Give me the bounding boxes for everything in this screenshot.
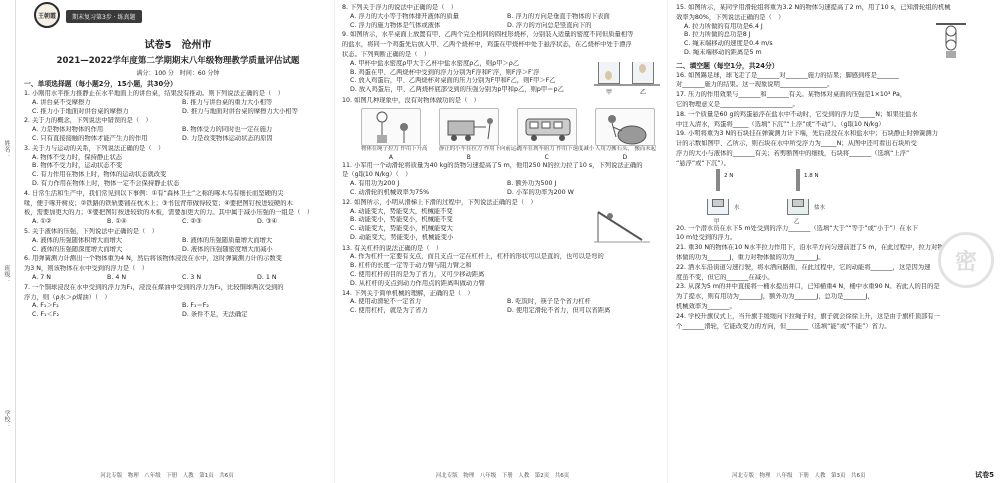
section-heading: 一、单项选择题（每小题2分，15小题，共30分） xyxy=(24,80,177,88)
scale-reading: 2 N xyxy=(724,172,734,179)
options-q14 xyxy=(342,298,664,316)
option[interactable]: D. 条件不足，无法确定 xyxy=(182,311,248,319)
name-label: 姓名： xyxy=(3,140,10,158)
question-21: 21. 重30 N的物体在10 N水平拉力作用下，沿水平方向匀速前进了5 m，在此过程中，拉力对物 xyxy=(676,244,944,252)
option[interactable]: D. 力是改变物体运动状态的原因 xyxy=(182,134,273,142)
option[interactable]: B. 物体受力的同时也一定在施力 xyxy=(182,126,273,134)
cart-pull-figure xyxy=(439,108,499,146)
scale-reading: 1.8 N xyxy=(804,172,819,179)
option[interactable]: C. 使用杠杆的目的是为了省力，又可少移动距离 xyxy=(350,270,485,278)
figure-label: 乙 xyxy=(794,218,800,225)
option[interactable]: A. ①② xyxy=(32,218,52,226)
option[interactable]: B. 推力与讲台桌的重力大小相等 xyxy=(182,98,273,106)
binding-margin xyxy=(0,0,16,483)
question-8: 8. 下列关于浮力的说法中正确的是（ ） xyxy=(342,4,458,11)
paper-meta: 满分：100 分 时间：60 分钟 xyxy=(136,70,220,77)
paper-subtitle: 2021—2022学年度第二学期期末八年级物理教学质量评估试题 xyxy=(56,56,300,66)
option[interactable]: C. 使用杠杆，就是为了省力 xyxy=(350,307,428,315)
stone-icon xyxy=(712,199,724,207)
paper-tag: 试卷5 xyxy=(975,471,994,479)
option[interactable]: A. 拉力所做的有用功是6.4 J xyxy=(684,22,763,30)
option[interactable]: D. 使用定滑轮不省力，但可以省距离 xyxy=(507,307,611,315)
spring-scale-figure xyxy=(676,169,876,225)
liquid-label: 水 xyxy=(734,204,740,211)
figure-label: D xyxy=(622,153,628,161)
question-14: 14. 下列关于简单机械的理解，正确的是（ ） xyxy=(342,289,474,297)
figure-caption: 物体在绳子拉力 作用下升高 xyxy=(361,145,428,152)
exam-page-1 xyxy=(0,0,335,483)
question-6: 6. 用弹簧测力计测出一个物体重为4 N，然后将该物体浸没在水中，这时弹簧测力计的示数变 xyxy=(24,255,283,263)
egg-icon xyxy=(639,64,646,73)
figure-label: 乙 xyxy=(640,88,647,96)
options-q7 xyxy=(24,302,332,320)
option[interactable]: D. 小军的功率为200 W xyxy=(507,188,574,196)
question-15: 15. 如图所示，某同学用滑轮组将重为3.2 N的物体匀速提高了2 m，用了10 s，已知滑轮组的机械 xyxy=(676,4,951,11)
question-10: 10. 如图几种现象中，没有对物体做功的是（ ） xyxy=(342,96,480,104)
pulley-system-figure xyxy=(926,23,976,59)
option[interactable]: B. ①④ xyxy=(107,218,127,226)
option[interactable]: A. 物体不受力时，保持静止状态 xyxy=(32,153,123,161)
question-1: 1. 小刚用水平推力推静止在水平地面上的讲台桌，结果没有推动。则下列说法正确的是（ ） xyxy=(24,90,284,97)
table-surface xyxy=(594,84,660,86)
review-badge: 期末复习第3步 · 练真题 xyxy=(66,10,142,23)
page-header xyxy=(24,0,332,30)
question-9: 9. 如图所示，水平桌面上放置有甲、乙两个完全相同的圆柱形烧杯，分别装入适量的密度不同但质量相等 xyxy=(342,31,634,39)
question-20: 20. 一个潜水员在水下5 m处受到的浮力_______（选填“大于”“等于”或“小于”）在水下 xyxy=(676,224,919,232)
option[interactable]: A. 力是物体对物体的作用 xyxy=(32,126,104,134)
question-24-cont: 个_______滑轮，它能改变力的方向，但_______（选填“能”或“不能”）省力。 xyxy=(676,322,891,330)
exam-page-3 xyxy=(672,0,1000,483)
question-9-cont: 状态。下列判断正确的是（ ） xyxy=(342,50,431,58)
question-19-cont: 浮力的大小与液体的_______有关；若剪断图中的细线，石块将_______（选填“上浮” xyxy=(676,149,910,157)
question-18-cont: 中注入清水，鸡蛋将_____（选填“下沉”“上浮”或“不动”）。（g取10 N/kg） xyxy=(676,120,885,128)
figure-caption: 静止的小车在拉力 作用下向前运动 xyxy=(439,145,522,152)
slide-figure xyxy=(592,208,652,244)
figure-labels xyxy=(352,154,664,161)
options-q6 xyxy=(24,274,332,283)
option[interactable]: C. 3 N xyxy=(182,273,202,281)
question-11-cont: 是（g取10 N/kg）（ ） xyxy=(342,171,412,179)
question-15-cont: 效率为80%，下列说法正确的是（ ） xyxy=(676,13,785,21)
options-q2 xyxy=(24,126,332,144)
question-6-cont: 为3 N，则该物体在水中受到的浮力是（ ） xyxy=(24,265,149,273)
option[interactable]: B. 物体不受力时，运动状态不变 xyxy=(32,162,123,170)
option[interactable]: A. 浮力的大小等于物体排开液体的质量 xyxy=(350,12,459,20)
figure-label: 甲 xyxy=(714,218,720,225)
question-16: 16. 如图踢足球，球飞走了是_______对_______施力的结果；脚感到疼是_______ xyxy=(676,71,899,79)
option[interactable]: A. 液体的压强随体积增大而增大 xyxy=(32,236,123,244)
question-2: 2. 关于力的概念，下列说法中错误的是（ ） xyxy=(24,117,152,125)
option[interactable]: B. 鸡蛋在甲、乙两烧杯中受到的浮力分别为F浮和F′浮，则F浮＞F′浮 xyxy=(350,68,540,76)
question-17-cont: 它的物理意义是_______________________。 xyxy=(676,100,799,108)
options-q11 xyxy=(342,180,664,198)
question-11: 11. 小军用一个动滑轮将质量为40 kg的货物匀速提高了5 m，他用250 N的拉力拉了10 s，下列说法正确的 xyxy=(342,161,643,169)
options-q8 xyxy=(342,13,664,31)
spring-scale-icon xyxy=(716,169,720,191)
question-4: 4. 日常生活和生产中，我们常见到以下事例：①有“森林卫士”之称的啄木鸟有细长而坚硬的尖 xyxy=(24,189,284,197)
question-18: 18. 一个质量是60 g的鸡蛋悬浮在盐水中不动时，它受到的浮力是_____N；如果往盐水 xyxy=(676,110,918,118)
class-label: 班级： xyxy=(3,265,10,283)
work-figures xyxy=(352,108,664,153)
question-5: 5. 关于液体的压强，下列说法中正确的是（ ） xyxy=(24,227,158,235)
options-q4 xyxy=(24,218,332,227)
question-20-cont: 10 m处受到的浮力。 xyxy=(676,234,737,242)
question-13: 13. 有关杠杆的说法正确的是（ ） xyxy=(342,244,443,252)
options-q1 xyxy=(24,99,332,117)
option[interactable]: A. F₁＞F₂ xyxy=(32,302,59,310)
option[interactable]: D. 浮力的方向总是竖直向下的 xyxy=(507,21,592,29)
school-label: 学校： xyxy=(3,410,10,428)
option[interactable]: A. 甲杯中盐水密度ρ甲大于乙杯中盐水密度ρ乙，则ρ甲＞ρ乙 xyxy=(350,59,520,67)
question-4-cont: 喙，便于啄开树皮；②铁路的铁轨要铺在枕木上；③书包背带做得较宽；④要把图钉按进较硬的木 xyxy=(24,199,293,207)
egg-icon xyxy=(605,71,612,80)
option[interactable]: B. 吃饭时，筷子是个省力杠杆 xyxy=(507,298,591,306)
question-19-cont: 计的示数如图甲、乙所示，则石块在水中所受浮力为_____N；从图中还可看出石块所受 xyxy=(676,140,917,148)
option[interactable]: C. ②③ xyxy=(182,218,202,226)
option[interactable]: B. 浮力的方向是垂直于物体的下表面 xyxy=(507,12,610,20)
question-21-cont: 体做的功为_______J，重力对物体做的功为_______J。 xyxy=(676,253,825,261)
page-footer: 河北专版 物理 八年级 下册 人教 第2页 共6页 xyxy=(435,473,570,479)
option[interactable]: B. F₁＝F₂ xyxy=(182,302,209,310)
option[interactable]: B. 杠杆的长度一定等于动力臂与阻力臂之和 xyxy=(350,262,472,270)
spring-scale-icon xyxy=(796,169,800,191)
question-16-cont: 对_______施力的结果。这一现象说明_______________。 xyxy=(676,81,834,89)
option[interactable]: C. 有力作用在物体上时，物体的运动状态就改变 xyxy=(32,171,167,179)
car-brake-figure xyxy=(517,108,577,146)
figure-caption: 汽车在刹车阻力 作用下速度减小 xyxy=(517,145,595,152)
question-9-cont: 的盐水，将同一个鸡蛋先后放入甲、乙两个烧杯中，鸡蛋在甲烧杯中处于悬浮状态，在乙烧杯中处于漂浮 xyxy=(342,41,632,49)
option[interactable]: D. 推力与地面对讲台桌的摩擦力大小相等 xyxy=(182,107,298,115)
exam-page-2 xyxy=(338,0,668,483)
question-4-cont: 板，需要加更大的力；⑤要把图钉按进较软的木板，需要加更大的力。其中属于减小压强的一组是（ ） xyxy=(24,209,314,217)
options-q5 xyxy=(24,237,332,255)
option[interactable]: D. ③④ xyxy=(257,218,278,226)
question-17: 17. 压力的作用效果与_______和_______有关。某物体对桌面的压强是1×10³ Pa， xyxy=(676,91,907,99)
option[interactable]: C. 绳末端移动的速度是0.4 m/s xyxy=(684,40,773,48)
question-19: 19. 小明将重为3 N的石块挂在弹簧测力计下端，先后浸没在水和盐水中；石块静止时弹簧测力 xyxy=(676,130,939,138)
option[interactable]: D. 1 N xyxy=(257,273,277,281)
option[interactable]: C. 动能变大，势能变小，机械能变大 xyxy=(350,225,453,233)
question-7: 7. 一个铜球浸没在水中受到的浮力为F₁，浸没在煤油中受到的浮力为F₂，比较铜球两次受到的 xyxy=(24,283,284,291)
question-7-cont: 浮力，则（ρ水＞ρ煤油）（ ） xyxy=(24,293,111,301)
figure-label: A xyxy=(388,153,393,161)
option[interactable]: B. 液体的压强随质量增大而增大 xyxy=(182,236,273,244)
option[interactable]: B. 4 N xyxy=(107,273,127,281)
figure-label: B xyxy=(466,153,471,161)
figure-label: C xyxy=(544,153,549,161)
question-19-cont: “悬浮”或“下沉”）。 xyxy=(676,159,730,167)
question-23: 23. 从深为5 m的井中直接将一桶水提出井口，已知桶重4 N，桶中水重90 N。若此人的目的是 xyxy=(676,283,940,291)
option[interactable]: A. 作为杠杆一定要有支点，而且支点一定在杠杆上，杠杆的形状可以是直的，也可以是弯的 xyxy=(350,253,604,261)
option[interactable]: C. 动滑轮的机械效率为75% xyxy=(350,188,430,196)
page-footer: 河北专版 物理 八年级 下册 人教 第3页 共6页 xyxy=(732,473,866,479)
question-12: 12. 如图所示，小明从滑梯上下滑的过程中，下列说法正确的是（ ） xyxy=(342,198,537,206)
pulley-lift-figure xyxy=(361,108,421,146)
question-23-cont: 机械效率为_______。 xyxy=(676,302,736,310)
watermark-seal: 密 xyxy=(938,232,994,288)
liquid-label: 盐水 xyxy=(814,204,826,211)
question-3: 3. 关于力与运动的关系，下列说法正确的是（ ） xyxy=(24,144,165,152)
option[interactable]: A. 动能变大，势能变大，机械能不变 xyxy=(350,207,453,215)
figure-caption: 人用力搬石头， 搬而未起 xyxy=(595,145,657,152)
option[interactable]: C. 放入鸡蛋后，甲、乙两烧杯对桌面的压力分别为F甲和F乙，则F甲＞F乙 xyxy=(350,77,556,85)
question-23-cont: 为了提水，则有用功为_______J，额外功为_______J，总功是_______J， xyxy=(676,293,874,301)
figure-label: 甲 xyxy=(606,88,613,96)
beaker-figure xyxy=(592,60,662,96)
option[interactable]: A. 使用动滑轮不一定省力 xyxy=(350,298,422,306)
stone-icon xyxy=(792,199,804,207)
option[interactable]: D. 放入鸡蛋后，甲、乙两烧杯底部受到的压强分别为p甲和p乙，则p甲＝p乙 xyxy=(350,86,564,94)
option[interactable]: B. 拉力所做的总功是8 J xyxy=(684,31,751,39)
option[interactable]: D. 液体的压强随密度增大而减小 xyxy=(182,245,273,253)
rock-push-figure xyxy=(595,108,655,146)
option[interactable]: C. F₁＜F₂ xyxy=(32,311,59,319)
paper-title: 试卷5 沧州市 xyxy=(144,40,212,51)
option[interactable]: D. 动能变大，势能变小，机械能变小 xyxy=(350,233,454,241)
question-24: 24. 学校升旗仪式上，当升旗手缓缓向下拉绳子时，旗子就会徐徐上升，这是由于旗杆顶部有一 xyxy=(676,312,940,320)
option[interactable]: C. 液体的压强随深度增大而增大 xyxy=(32,245,123,253)
option[interactable]: D. 绳末端移动的距离是5 m xyxy=(684,48,762,56)
option[interactable]: D. 有力作用在物体上时，物体一定不会保持静止状态 xyxy=(32,179,180,187)
page-footer: 河北专版 物理 八年级 下册 人教 第1页 共6页 xyxy=(100,473,234,479)
option[interactable]: A. 7 N xyxy=(32,273,51,281)
option[interactable]: C. 只有直接接触的物体才能产生力的作用 xyxy=(32,134,148,142)
question-22: 22. 洒水车沿街道匀速行驶，将水洒向路面，在此过程中，它的动能将_______，这是因为速 xyxy=(676,263,931,271)
option[interactable]: A. 讲台桌不受摩擦力 xyxy=(32,98,91,106)
option[interactable]: D. 从杠杆的支点到动力作用点的距离叫做动力臂 xyxy=(350,279,485,287)
option[interactable]: C. 推力小于地面对讲台桌的摩擦力 xyxy=(32,107,129,115)
option[interactable]: A. 有用功为200 J xyxy=(350,180,400,188)
option[interactable]: B. 额外功为500 J xyxy=(507,180,557,188)
option[interactable]: B. 动能变小，势能变小，机械能不变 xyxy=(350,216,453,224)
option[interactable]: C. 浮力的施力物体是气体或液体 xyxy=(350,21,441,29)
brand-logo: 王朝霞 xyxy=(34,2,60,28)
section-heading: 二、填空题（每空1分，共24分） xyxy=(676,61,779,70)
question-22-cont: 度虽不变，但它的_______在减小。 xyxy=(676,273,774,281)
